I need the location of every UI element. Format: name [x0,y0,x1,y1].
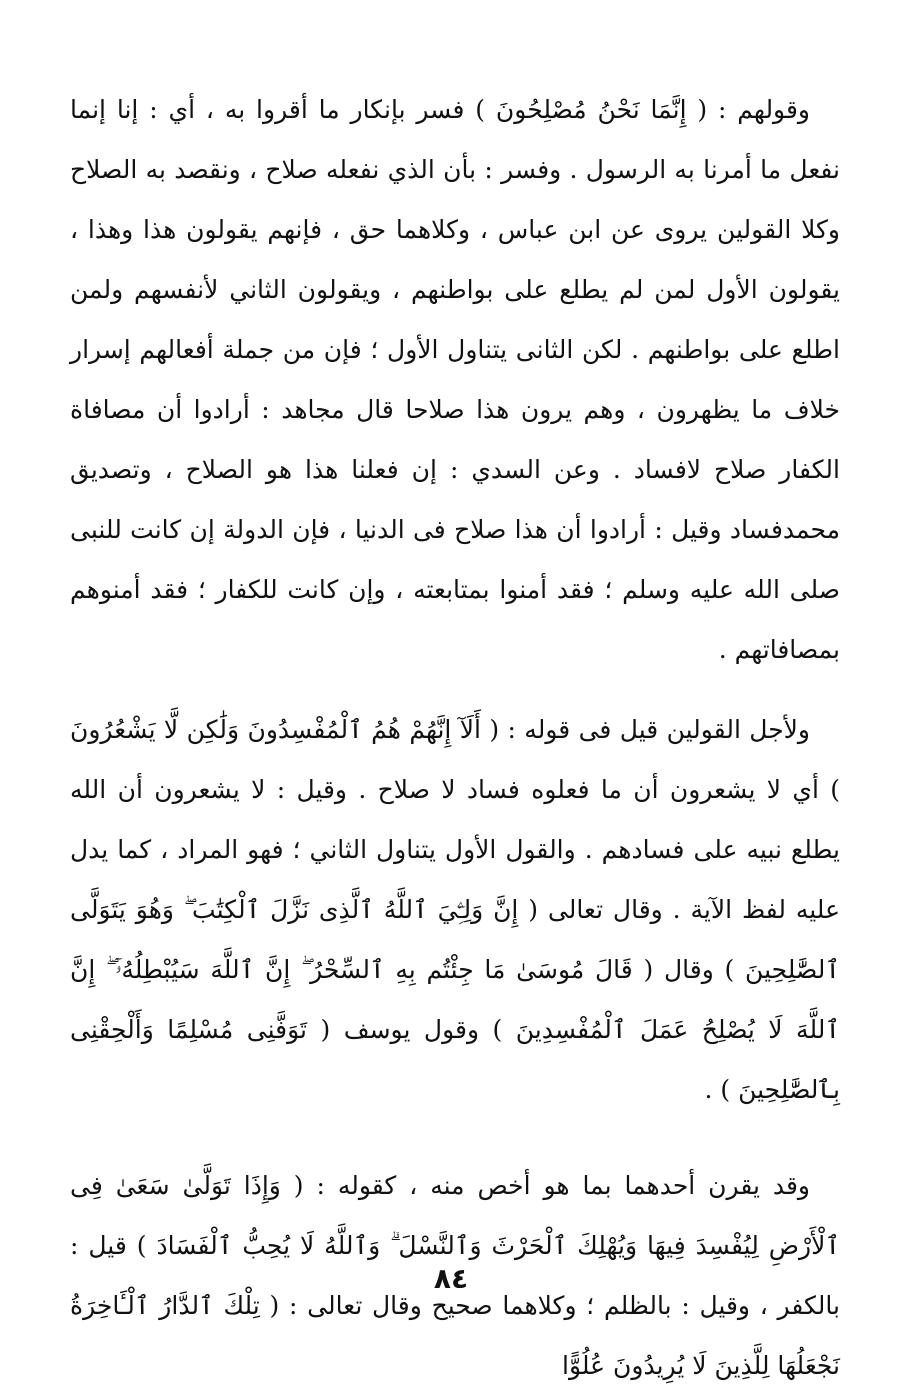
paragraph-1: وقولهم : ( إِنَّمَا نَحْنُ مُصْلِحُونَ ) فسر بإنكار ما أقروا به ، أي : إنا إنما نفعل ما أمرنا به الرسول . وفسر : بأن الذي نفعله صلاح ، ونقصد به الصلاح وكلا القولين يروى عن ابن عباس ، وكلاهما حق ، فإنهم يقولون هذا وهذا ، يقولون الأول لمن لم يطلع على بواطنهم ، ويقولون الثاني لأنفسهم ولمن اطلع على بواطنهم . لكن الثانى يتناول الأول ؛ فإن من جملة أفعالهم إسرار خلاف ما يظهرون ، وهم يرون هذا صلاحا قال مجاهد : أرادوا أن مصافاة الكفار صلاح لافساد . وعن السدي : إن فعلنا هذا هو الصلاح ، وتصديق محمدفساد وقيل : أرادوا أن هذا صلاح فى الدنيا ، فإن الدولة إن كانت للنبى صلى الله عليه وسلم ؛ فقد أمنوا بمتابعته ، وإن كانت للكفار ؛ فقد أمنوهم بمصافاتهم . [70,95,840,664]
page-number: ٨٤ [433,1262,469,1295]
paragraph-3: وقد يقرن أحدهما بما هو أخص منه ، كقوله : ( وَإِذَا تَوَلَّىٰ سَعَىٰ فِى ٱلْأَرْضِ لِيُفْسِدَ فِيهَا وَيُهْلِكَ ٱلْحَرْثَ وَٱلنَّسْلَ ۗ وَٱللَّهُ لَا يُحِبُّ ٱلْفَسَادَ ) قيل : بالكفر ، وقيل : بالظلم ؛ وكلاهما صحيح وقال تعالى : ( تِلْكَ ٱلدَّارُ ٱلْـَٔاخِرَةُ نَجْعَلُهَا لِلَّذِينَ لَا يُرِيدُونَ عُلُوًّا [70,1171,840,1380]
paragraph-2: ولأجل القولين قيل فى قوله : ( أَلَآ إِنَّهُمْ هُمُ ٱلْمُفْسِدُونَ وَلَٰكِن لَّا يَشْعُرُونَ ) أي لا يشعرون أن ما فعلوه فساد لا صلاح . وقيل : لا يشعرون أن الله يطلع نبيه على فسادهم . والقول الأول يتناول الثاني ؛ فهو المراد ، كما يدل عليه لفظ الآية . وقال تعالى ( إِنَّ وَلِـِّۧيَ ٱللَّهُ ٱلَّذِى نَزَّلَ ٱلْكِتَٰبَ ۖ وَهُوَ يَتَوَلَّى ٱلصَّٰلِحِينَ ) وقال ( قَالَ مُوسَىٰ مَا جِئْتُم بِهِ ٱلسِّحْرُ ۖ إِنَّ ٱللَّهَ سَيُبْطِلُهُۥٓ ۖ إِنَّ ٱللَّهَ لَا يُصْلِحُ عَمَلَ ٱلْمُفْسِدِينَ ) وقول يوسف ( تَوَفَّنِى مُسْلِمًا وَأَلْحِقْنِى بِٱلصَّٰلِحِينَ ) . [70,715,840,1104]
page-body [70,80,840,1396]
